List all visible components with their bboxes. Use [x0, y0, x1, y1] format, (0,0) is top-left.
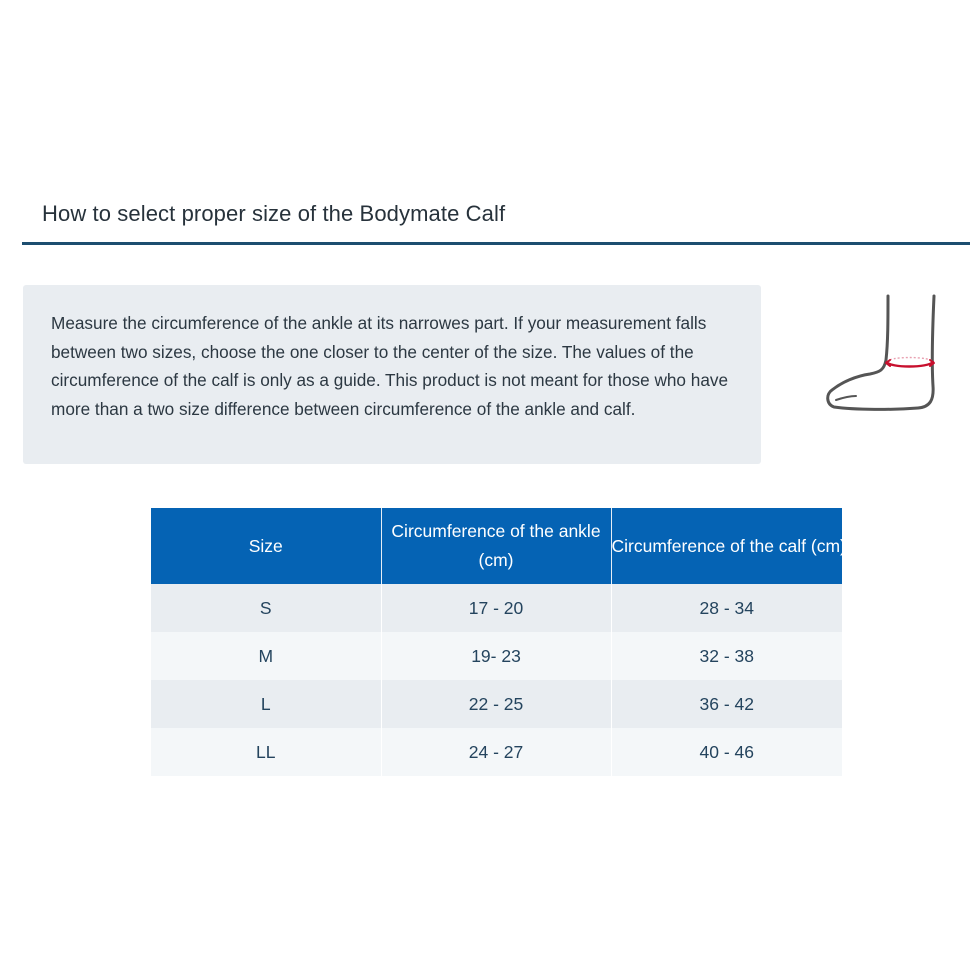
size-cell: M	[151, 632, 381, 680]
table-row	[151, 632, 842, 680]
header-calf-circumference: Circumference of the calf (cm)	[611, 508, 842, 584]
size-cell: LL	[151, 728, 381, 776]
header-ankle-circumference: Circumference of the ankle (cm)	[381, 508, 611, 584]
calf-cell: 40 - 46	[611, 728, 842, 776]
size-cell: S	[151, 584, 381, 632]
ankle-measurement-icon	[820, 290, 950, 420]
instructions-text: Measure the circumference of the ankle at its narrowes part. If your measurement falls between two sizes, choose the one closer to the center of the size. The values of the circumference of the calf is only as a guide. This product is not meant for those who have more than a two size difference between circumference of the ankle and calf.	[51, 313, 729, 419]
ankle-cell: 24 - 27	[381, 728, 611, 776]
ankle-cell: 17 - 20	[381, 584, 611, 632]
title-divider	[22, 242, 970, 245]
ankle-cell: 22 - 25	[381, 680, 611, 728]
size-chart-table	[151, 508, 846, 776]
ankle-cell: 19- 23	[381, 632, 611, 680]
table-row	[151, 680, 842, 728]
calf-cell: 28 - 34	[611, 584, 842, 632]
table-row	[151, 728, 842, 776]
size-cell: L	[151, 680, 381, 728]
table-row	[151, 584, 842, 632]
calf-cell: 36 - 42	[611, 680, 842, 728]
page-title: How to select proper size of the Bodymate Calf	[42, 201, 506, 226]
header-size: Size	[151, 508, 381, 584]
instructions-box	[23, 285, 761, 464]
table-header-row	[151, 508, 842, 584]
calf-cell: 32 - 38	[611, 632, 842, 680]
